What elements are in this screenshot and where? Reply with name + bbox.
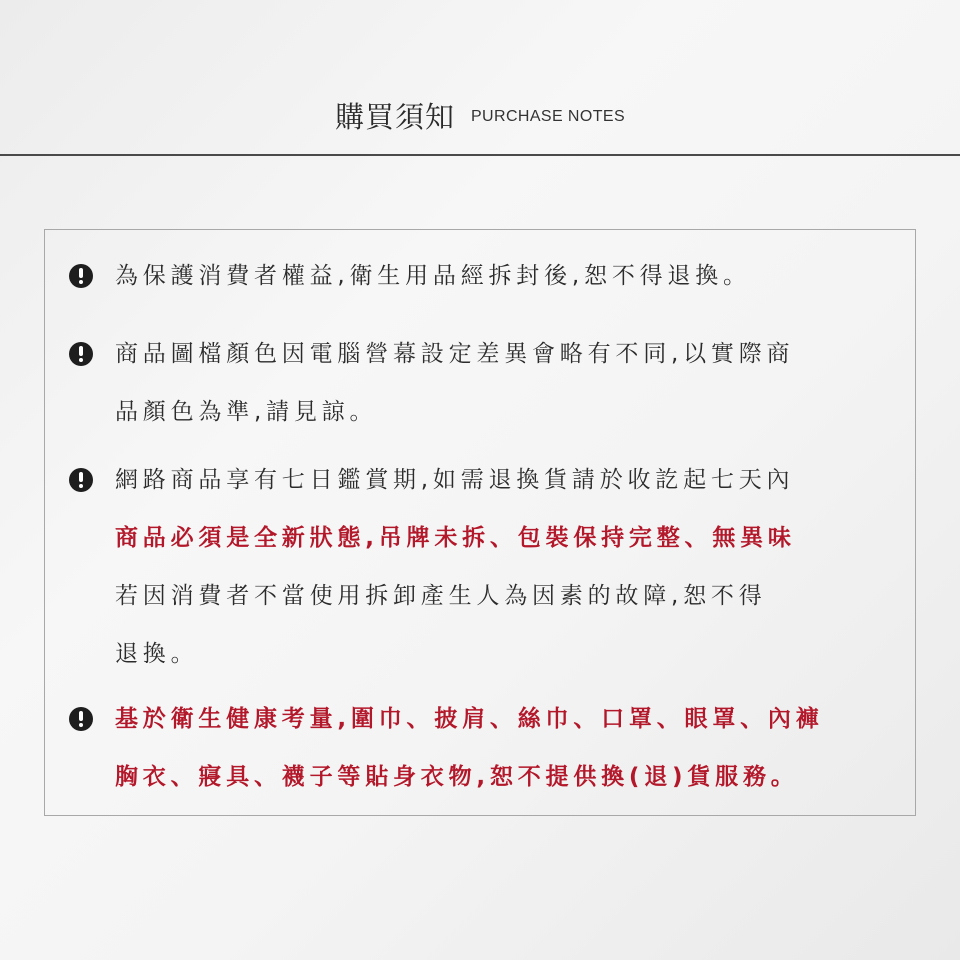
page-subtitle: PURCHASE NOTES bbox=[470, 108, 626, 125]
page-title: 購買須知 bbox=[334, 99, 455, 134]
notes-box bbox=[44, 229, 916, 816]
note-text bbox=[115, 451, 895, 683]
note-line-highlight: 商品必須是全新狀態,吊牌未拆、包裝保持完整、無異味 bbox=[115, 525, 796, 551]
note-line: 為保護消費者權益,衛生用品經拆封後,恕不得退換。 bbox=[115, 263, 751, 289]
header bbox=[0, 92, 960, 138]
note-text bbox=[115, 690, 895, 806]
note-text bbox=[115, 247, 895, 305]
exclamation-circle-icon bbox=[69, 707, 93, 731]
note-line: 品顏色為準,請見諒。 bbox=[115, 399, 378, 425]
note-line: 若因消費者不當使用拆卸產生人為因素的故障,恕不得 bbox=[115, 583, 767, 609]
note-line: 退換。 bbox=[115, 641, 199, 667]
header-divider bbox=[0, 154, 960, 156]
note-line-highlight: 胸衣、寢具、襪子等貼身衣物,恕不提供換(退)貨服務。 bbox=[115, 764, 799, 790]
exclamation-circle-icon bbox=[69, 468, 93, 492]
exclamation-circle-icon bbox=[69, 342, 93, 366]
note-line: 商品圖檔顏色因電腦營幕設定差異會略有不同,以實際商 bbox=[115, 341, 795, 367]
note-text bbox=[115, 325, 895, 441]
note-line-highlight: 基於衛生健康考量,圍巾、披肩、絲巾、口罩、眼罩、內褲 bbox=[115, 706, 824, 732]
exclamation-circle-icon bbox=[69, 264, 93, 288]
note-line: 網路商品享有七日鑑賞期,如需退換貨請於收訖起七天內 bbox=[115, 467, 795, 493]
